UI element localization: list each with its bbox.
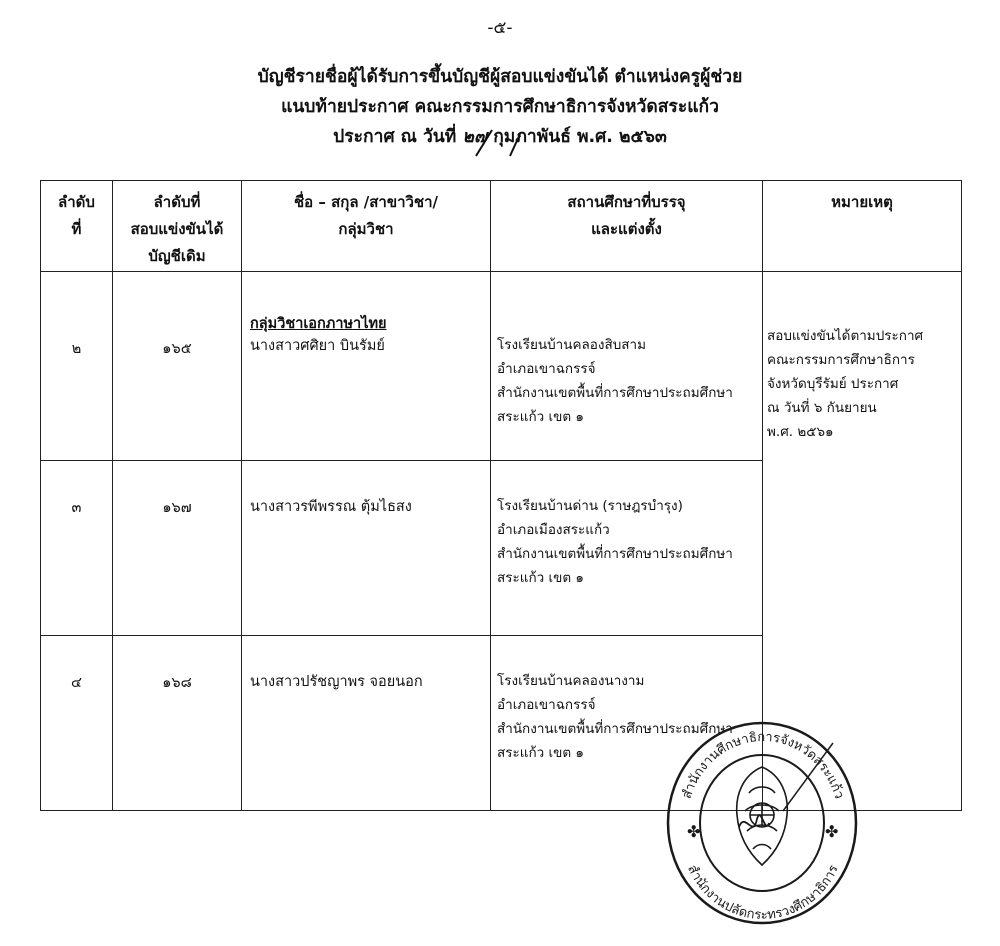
order-number: ๒ [71, 341, 82, 357]
note-line: คณะกรรมการศึกษาธิการ [767, 352, 915, 368]
school-name: โรงเรียนบ้านคลองสิบสาม [497, 337, 647, 353]
header-school-label: สถานศึกษาที่บรรจุ และแต่งตั้ง [567, 193, 686, 238]
seal-bottom-text [684, 863, 842, 923]
school-name: โรงเรียนบ้านด่าน (ราษฎรบำรุง) [497, 498, 683, 514]
school-name: โรงเรียนบ้านคลองนางาม [497, 673, 645, 689]
order-number: ๓ [71, 500, 82, 516]
note-line: พ.ศ. ๒๕๖๑ [767, 424, 834, 440]
note-line: จังหวัดบุรีรัมย์ ประกาศ [767, 376, 899, 392]
cell-original-rank [113, 272, 242, 461]
note-line: สอบแข่งขันได้ตามประกาศ [767, 328, 924, 344]
cell-order [41, 272, 113, 461]
school-office: สำนักงานเขตพื้นที่การศึกษาประถมศึกษา [497, 385, 733, 401]
header-order [41, 181, 113, 272]
cell-name [242, 461, 491, 636]
seal-bottom-text-path: สำนักงานปลัดกระทรวงศึกษาธิการ [684, 862, 842, 924]
school-district: อำเภอเขาฉกรรจ์ [497, 697, 596, 713]
svg-text:✤: ✤ [825, 822, 839, 841]
seal-top-text [680, 730, 847, 801]
header-note-label: หมายเหตุ [831, 193, 893, 211]
cell-order [41, 636, 113, 811]
school-district: อำเภอเขาฉกรรจ์ [497, 361, 596, 377]
school-area: สระแก้ว เขต ๑ [497, 570, 584, 586]
header-order-label: ลำดับ ที่ [58, 193, 95, 238]
title-line-1: บัญชีรายชื่อผู้ได้รับการขึ้นบัญชีผู้สอบแข่งขันได้ ตำแหน่งครูผู้ช่วย [257, 67, 743, 87]
date-prefix: ประกาศ ณ วันที่ [333, 127, 457, 147]
school-office: สำนักงานเขตพื้นที่การศึกษาประถมศึกษา [497, 721, 733, 737]
subject-group: กลุ่มวิชาเอกภาษาไทย [250, 316, 387, 332]
cell-order [41, 461, 113, 636]
header-note [763, 181, 962, 272]
table-header-row [41, 181, 962, 272]
header-original-rank [113, 181, 242, 272]
table-row [41, 272, 962, 461]
school-area: สระแก้ว เขต ๑ [497, 745, 584, 761]
header-original-rank-label: ลำดับที่ สอบแข่งขันได้ บัญชีเดิม [130, 193, 224, 265]
header-school [491, 181, 763, 272]
cell-school [491, 461, 763, 636]
handwritten-slash-mark [470, 128, 530, 158]
seal-top-text-path: สำนักงานศึกษาธิการจังหวัดสระแก้ว [679, 729, 847, 801]
school-office: สำนักงานเขตพื้นที่การศึกษาประถมศึกษา [497, 546, 733, 562]
title-line-2: แนบท้ายประกาศ คณะกรรมการศึกษาธิการจังหวัดสระแก้ว [281, 97, 719, 117]
person-name: นางสาวรพีพรรณ ตุ้มไธสง [250, 499, 412, 515]
original-rank: ๑๖๘ [162, 675, 192, 691]
note-line: ณ วันที่ ๖ กันยายน [767, 400, 877, 416]
svg-text:✤: ✤ [687, 822, 701, 841]
page-number: -๕- [487, 18, 513, 38]
school-district: อำเภอเมืองสระแก้ว [497, 522, 610, 538]
person-name: นางสาวศศิยา บินรัมย์ [250, 338, 385, 354]
header-name [242, 181, 491, 272]
cell-original-rank [113, 636, 242, 811]
person-name: นางสาวปรัชญาพร จอยนอก [250, 674, 423, 690]
original-rank: ๑๖๕ [162, 341, 192, 357]
official-seal-icon [665, 715, 860, 925]
cell-original-rank [113, 461, 242, 636]
cell-name [242, 272, 491, 461]
original-rank: ๑๖๗ [162, 500, 192, 516]
date-suffix: กุมภาพันธ์ พ.ศ. ๒๕๖๓ [493, 127, 667, 147]
school-area: สระแก้ว เขต ๑ [497, 409, 584, 425]
date-day-handwritten: ๒๗ [462, 127, 488, 147]
cell-name [242, 636, 491, 811]
cell-school [491, 272, 763, 461]
order-number: ๔ [71, 675, 82, 691]
header-name-label: ชื่อ – สกุล /สาขาวิชา/ กลุ่มวิชา [293, 193, 439, 238]
